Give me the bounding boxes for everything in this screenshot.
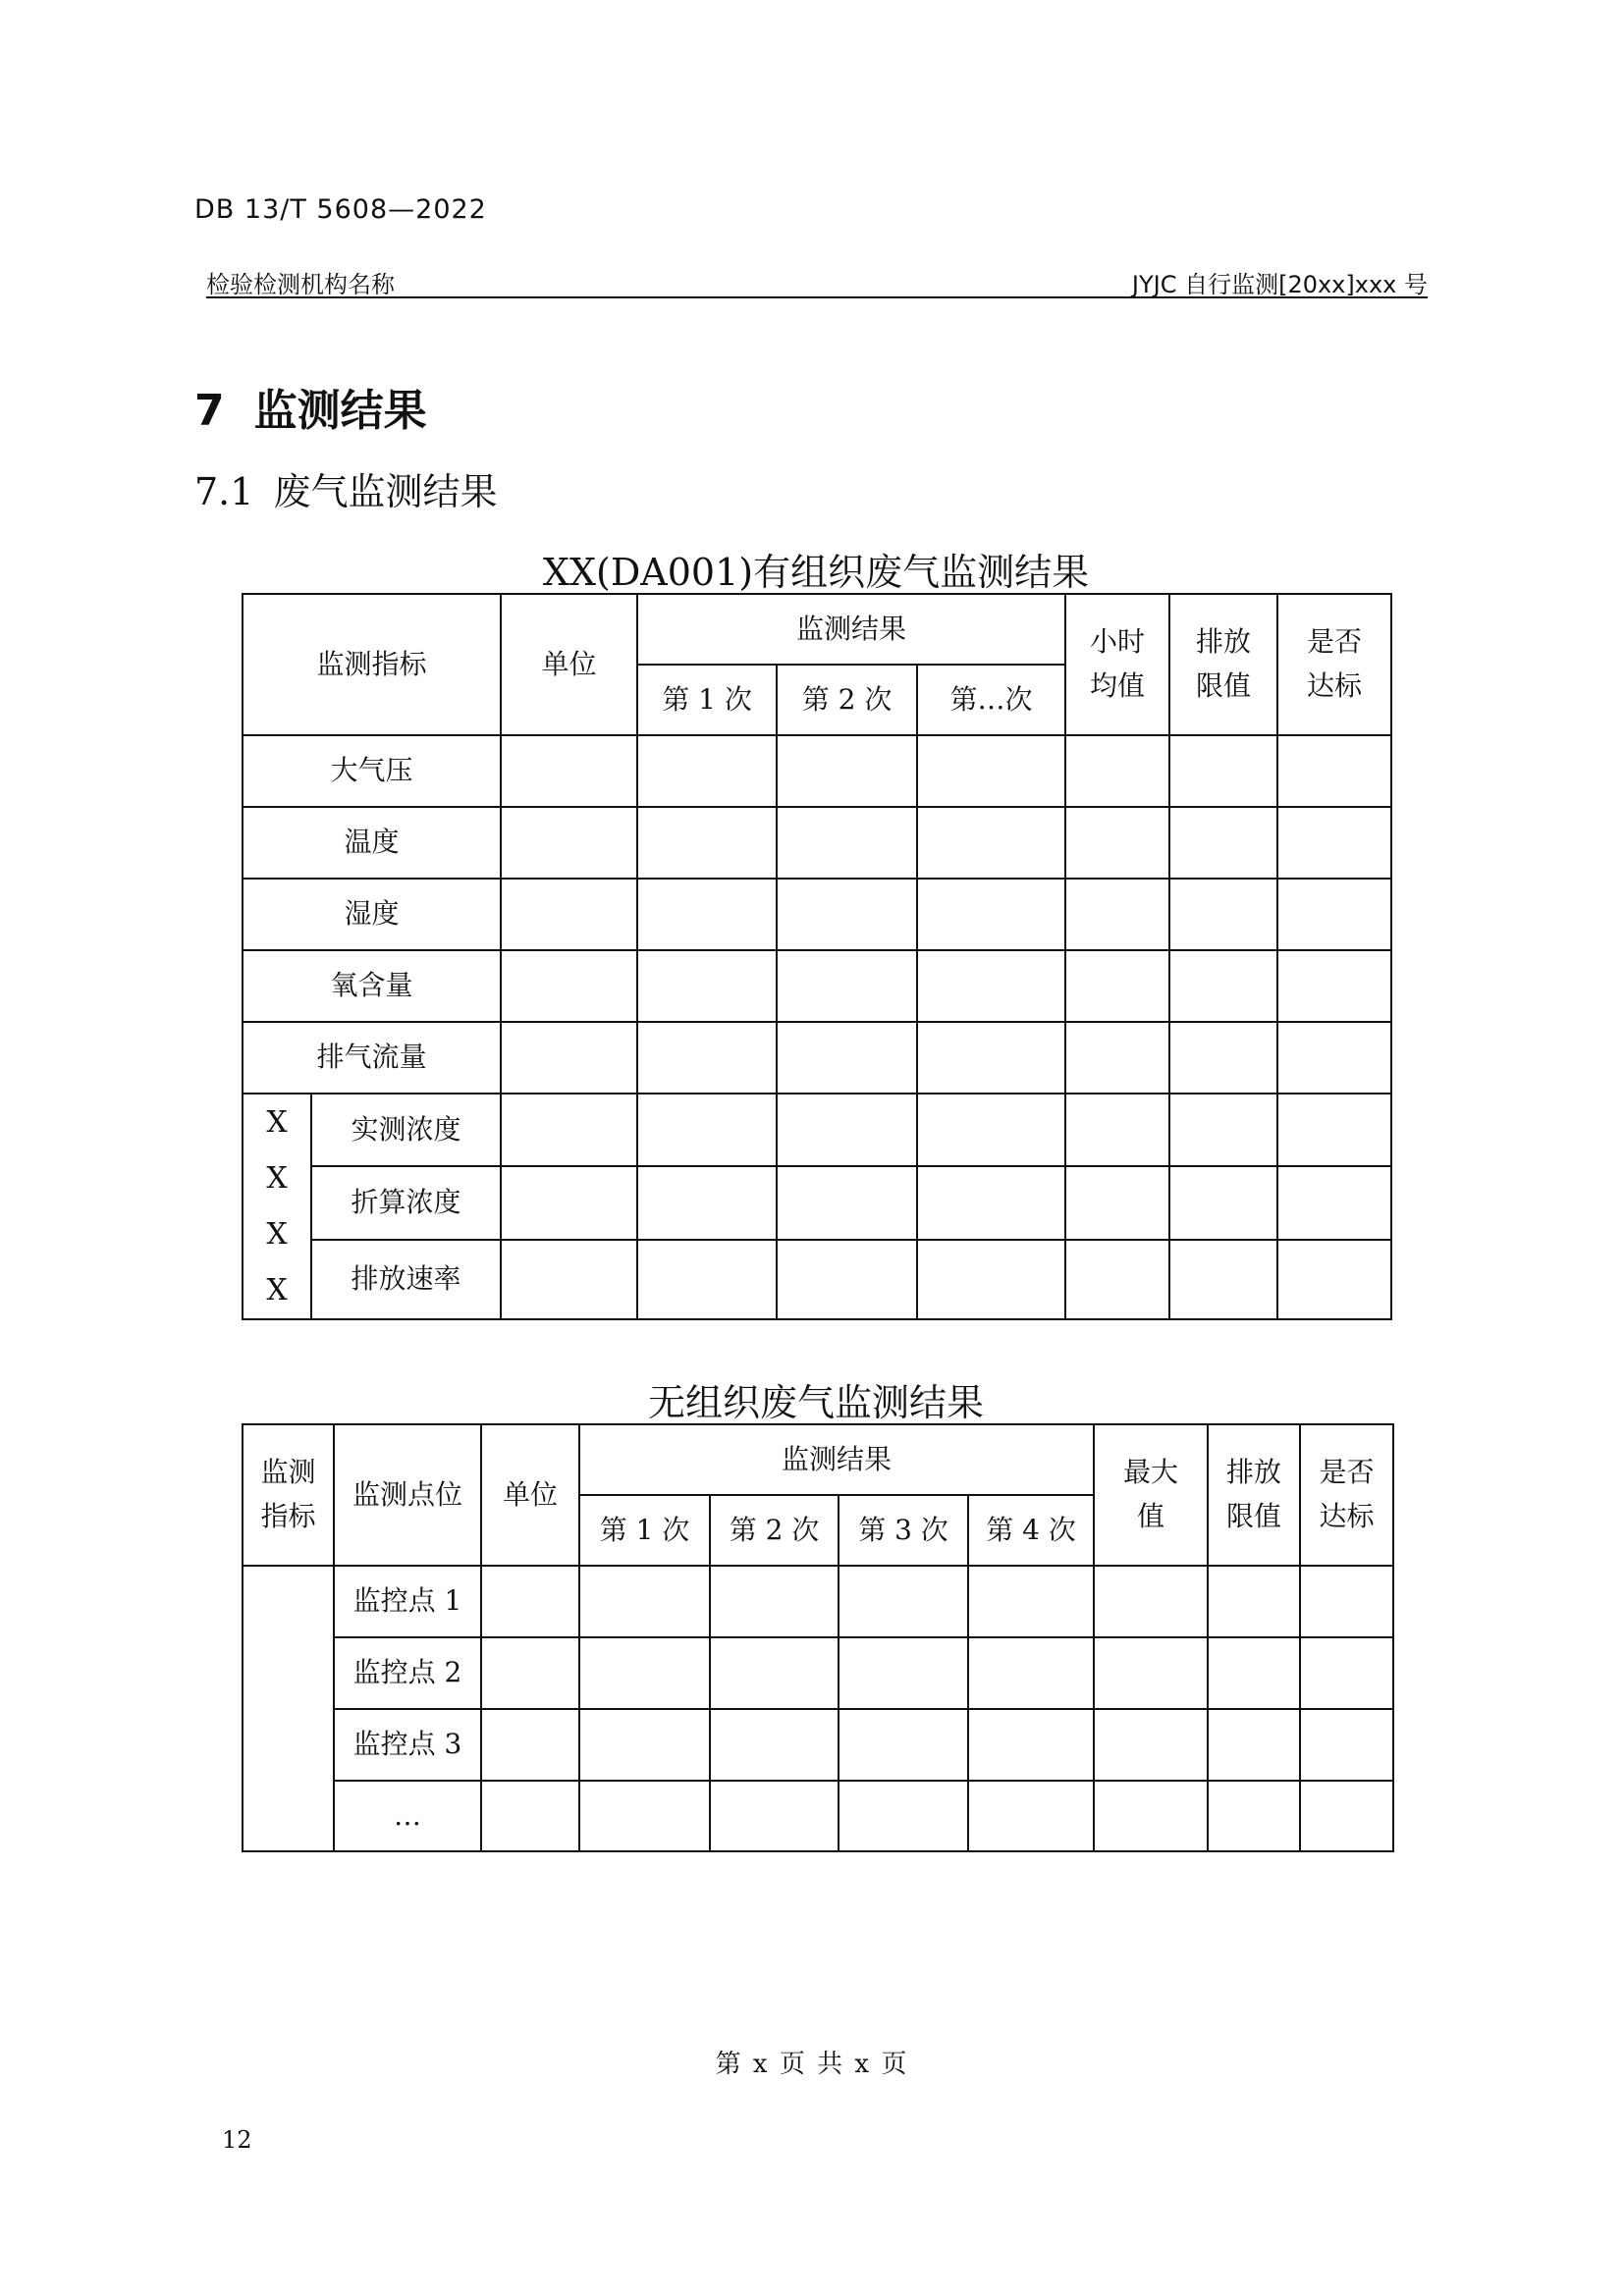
th-monitoring-point: 监测点位 <box>334 1424 481 1566</box>
fugitive-gas-table <box>242 1423 1394 1852</box>
table-row <box>243 807 1391 879</box>
page-of-pages: 第 x 页 共 x 页 <box>715 2050 909 2079</box>
table-row <box>243 1566 1393 1637</box>
monitoring-point: 监控点 2 <box>334 1637 481 1709</box>
section-number: 7 <box>194 386 225 436</box>
th-unit: 单位 <box>481 1424 579 1566</box>
th-results: 监测结果 <box>579 1424 1094 1495</box>
th-emission-limit: 排放 限值 <box>1208 1424 1300 1566</box>
row-label: 排气流量 <box>243 1022 501 1094</box>
row-label: 氧含量 <box>243 950 501 1022</box>
institution-name: 检验检测机构名称 <box>206 271 395 298</box>
table-row <box>243 1781 1393 1851</box>
section-title <box>194 375 427 438</box>
th-results: 监测结果 <box>637 594 1065 665</box>
pollutant-label: X X X X <box>243 1094 311 1319</box>
th-run-n: 第…次 <box>917 665 1065 735</box>
table1-caption: XX(DA001)有组织废气监测结果 <box>542 551 1090 594</box>
indicator-cell <box>243 1566 334 1851</box>
th-run-1: 第 1 次 <box>637 665 777 735</box>
monitoring-point: … <box>334 1781 481 1851</box>
table-row <box>243 1166 1391 1239</box>
th-indicator: 监测 指标 <box>243 1424 334 1566</box>
row-label: 排放速率 <box>311 1240 501 1319</box>
page-number: 12 <box>222 2126 252 2154</box>
table2-caption: 无组织废气监测结果 <box>647 1381 984 1424</box>
table-row <box>243 950 1391 1022</box>
row-label: 温度 <box>243 807 501 879</box>
subsection-title <box>194 461 497 515</box>
table-row <box>243 1709 1393 1781</box>
th-run-4: 第 4 次 <box>968 1495 1094 1566</box>
table-row <box>243 1022 1391 1094</box>
table1-header-row <box>243 594 1391 665</box>
th-compliant: 是否 达标 <box>1300 1424 1393 1566</box>
th-run-2: 第 2 次 <box>777 665 917 735</box>
th-run-2: 第 2 次 <box>710 1495 839 1566</box>
standard-code: DB 13/T 5608—2022 <box>194 194 487 225</box>
row-label: 大气压 <box>243 735 501 807</box>
table2-header-row <box>243 1424 1393 1495</box>
th-indicator: 监测指标 <box>243 594 501 735</box>
th-unit: 单位 <box>501 594 637 735</box>
row-label: 湿度 <box>243 879 501 950</box>
subsection-title-text: 废气监测结果 <box>273 470 498 513</box>
table-row <box>243 1094 1391 1166</box>
th-max-value: 最大 值 <box>1094 1424 1208 1566</box>
row-label: 折算浓度 <box>311 1166 501 1239</box>
table-row <box>243 1637 1393 1709</box>
monitoring-point: 监控点 1 <box>334 1566 481 1637</box>
th-compliant: 是否 达标 <box>1277 594 1391 735</box>
table-row <box>243 1240 1391 1319</box>
th-hourly-avg: 小时 均值 <box>1065 594 1169 735</box>
row-label: 实测浓度 <box>311 1094 501 1166</box>
table-row <box>243 879 1391 950</box>
section-title-text: 监测结果 <box>253 386 427 436</box>
th-run-3: 第 3 次 <box>839 1495 968 1566</box>
report-number: JYJC 自行监测[20xx]xxx 号 <box>1131 271 1428 298</box>
subsection-number: 7.1 <box>194 470 254 513</box>
table-row <box>243 735 1391 807</box>
organized-gas-table <box>242 593 1392 1320</box>
monitoring-point: 监控点 3 <box>334 1709 481 1781</box>
header-rule <box>206 296 1428 298</box>
th-run-1: 第 1 次 <box>579 1495 710 1566</box>
th-emission-limit: 排放 限值 <box>1169 594 1277 735</box>
